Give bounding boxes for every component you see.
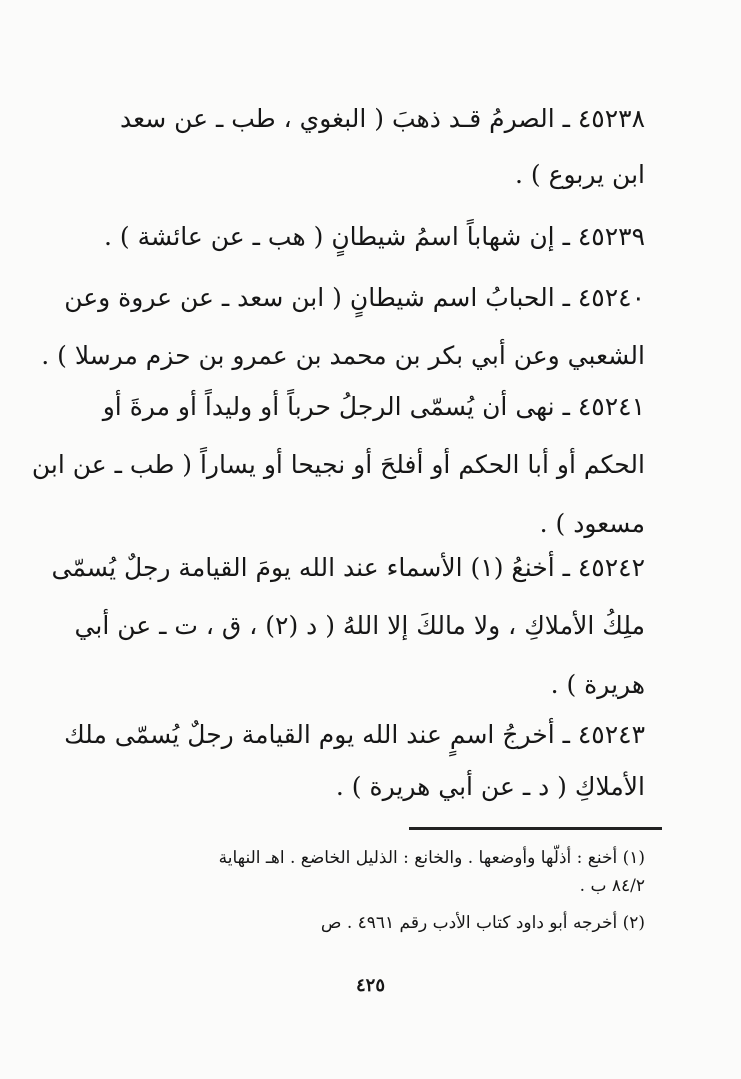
entry-line: هريرة ) . [550, 670, 645, 699]
hadith-entry-45243 [64, 720, 645, 802]
hadith-entry-45239 [90, 222, 645, 252]
entry-line: ٤٥٢٤٣ ـ أخرجُ اسمٍ عند الله يوم القيامة رجلٌ يُسمّى ملك [64, 720, 645, 749]
footnote-1-continuation: ٨٤/٢ ب . [579, 876, 645, 896]
hadith-entry-45238 [90, 104, 645, 190]
entry-line: ملِكُ الأملاكِ ، ولا مالكَ إلا اللهُ ( د (٢) ، ق ، ت ـ عن أبي [74, 611, 645, 640]
footnote-divider [409, 827, 662, 830]
hadith-entry-45240 [41, 283, 645, 371]
entry-line: ٤٥٢٣٨ ـ الصرمُ قـد ذهبَ ( البغوي ، طب ـ عن سعد [120, 104, 645, 133]
entry-line: الحكم أو أبا الحكم أو أفلحَ أو نجيحا أو يساراً ( طب ـ عن ابن [31, 450, 645, 479]
hadith-entry-45242 [51, 553, 645, 700]
hadith-entry-45241 [31, 392, 645, 539]
footnote-2: (٢) أخرجه أبو داود كتاب الأدب رقم ٤٩٦١ . ص [320, 913, 645, 933]
footnote-1: (١) أخنع : أذلّها وأوضعها . والخانع : الذليل الخاضع . اهـ النهاية [218, 848, 645, 868]
entry-line: ٤٥٢٤٠ ـ الحبابُ اسم شيطانٍ ( ابن سعد ـ عن عروة وعن [64, 283, 645, 312]
entry-line: مسعود ) . [539, 509, 645, 538]
entry-line: الأملاكِ ( د ـ عن أبي هريرة ) . [335, 772, 645, 801]
entry-line: ابن يربوع ) . [514, 160, 645, 189]
page-number: ٤٢٥ [355, 975, 385, 996]
entry-line: الشعبي وعن أبي بكر بن محمد بن عمرو بن حزم مرسلا ) . [41, 341, 645, 370]
entry-line: ٤٥٢٤٢ ـ أخنعُ (١) الأسماء عند الله يومَ القيامة رجلٌ يُسمّى [51, 553, 645, 582]
entry-line: ٤٥٢٤١ ـ نهى أن يُسمّى الرجلُ حرباً أو وليداً أو مرةَ أو [102, 392, 645, 421]
entry-line: ٤٥٢٣٩ ـ إن شهاباً اسمُ شيطانٍ ( هب ـ عن عائشة ) . [104, 222, 645, 251]
